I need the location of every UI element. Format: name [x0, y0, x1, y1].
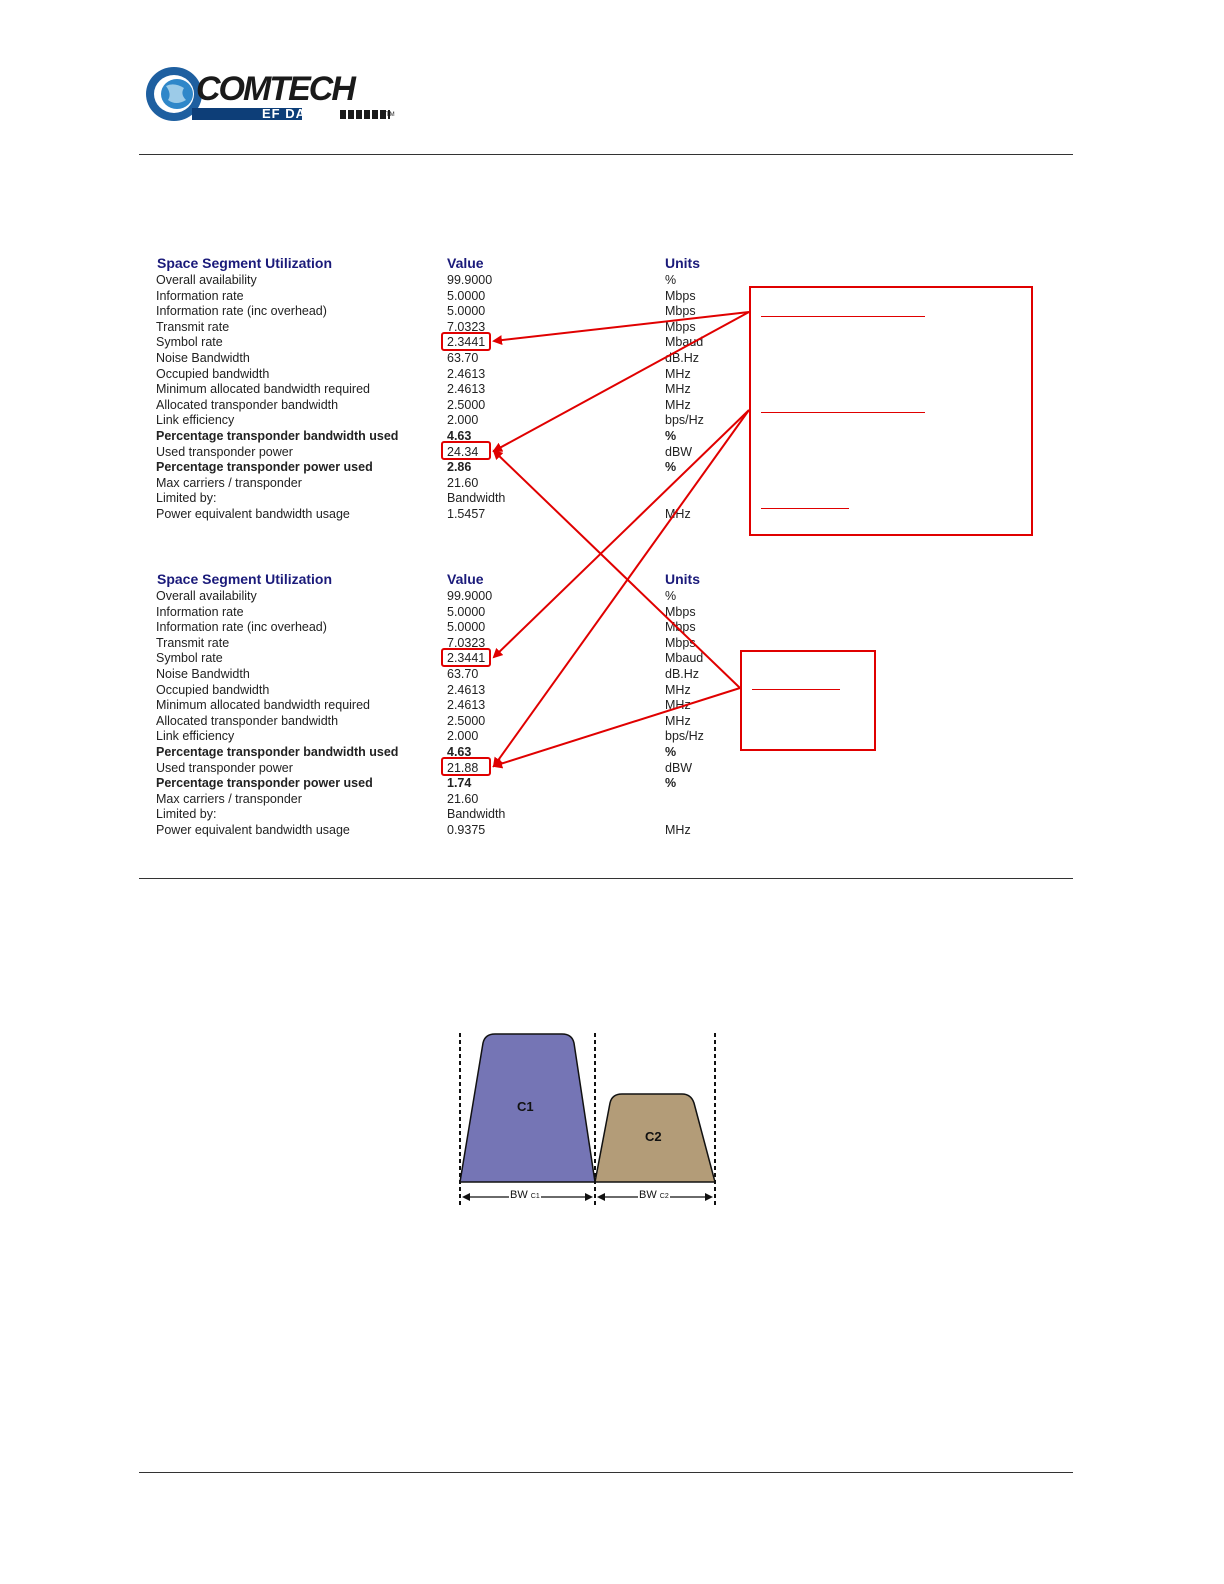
- table-row: [156, 288, 716, 304]
- row-label: Used transponder power: [156, 760, 293, 775]
- header-value: Value: [447, 255, 484, 271]
- table-row: [156, 822, 716, 838]
- callout-box-small: [740, 650, 876, 751]
- row-label: Occupied bandwidth: [156, 366, 270, 381]
- row-value: 1.5457: [447, 507, 486, 521]
- row-unit: MHz: [665, 507, 691, 521]
- row-value: 21.60: [447, 475, 479, 490]
- highlight-used-power-1: [441, 441, 491, 460]
- row-label: Percentage transponder power used: [156, 776, 373, 791]
- table-row: [156, 366, 716, 382]
- table-row: [156, 475, 716, 491]
- row-value: 2.4613: [447, 698, 486, 713]
- highlight-used-power-2: [441, 757, 491, 776]
- row-value: Bandwidth: [447, 807, 506, 822]
- bw-c1-subscript: C1: [530, 1193, 540, 1200]
- row-unit: %: [665, 429, 677, 443]
- row-label: Percentage transponder bandwidth used: [156, 745, 399, 759]
- row-label: Noise Bandwidth: [156, 351, 250, 365]
- row-label: Symbol rate: [156, 335, 223, 350]
- row-unit: Mbaud: [665, 651, 704, 666]
- bw-c1-text: BW: [510, 1189, 528, 1201]
- row-unit: Mbps: [665, 319, 696, 334]
- row-unit: MHz: [665, 382, 691, 397]
- row-value: 2.5000: [447, 713, 486, 728]
- header-value: Value: [447, 571, 484, 587]
- table-row: [156, 444, 716, 460]
- logo-trademark: TM: [386, 112, 395, 118]
- row-label: Used transponder power: [156, 444, 293, 459]
- row-value: 2.5000: [447, 397, 486, 412]
- row-value: 7.0323: [447, 635, 486, 650]
- bw-c2-subscript: C2: [659, 1193, 669, 1200]
- carrier-c1-label: C1: [517, 1099, 534, 1114]
- row-value: 0.9375: [447, 823, 486, 837]
- bw-c1-label: [509, 1189, 541, 1201]
- row-label: Max carriers / transponder: [156, 791, 302, 806]
- row-unit: dBW: [665, 760, 693, 775]
- space-segment-table-1: [156, 255, 716, 525]
- row-label: Minimum allocated bandwidth required: [156, 382, 371, 397]
- table-row: [156, 350, 716, 366]
- logo-stripes: [340, 110, 390, 119]
- row-unit: Mbps: [665, 604, 696, 619]
- table-row: [156, 272, 716, 288]
- row-label: Occupied bandwidth: [156, 682, 270, 697]
- row-unit: Mbps: [665, 620, 696, 635]
- row-unit: bps/Hz: [665, 413, 704, 428]
- row-label: Minimum allocated bandwidth required: [156, 698, 371, 713]
- row-value: 2.3441: [447, 335, 486, 350]
- space-segment-table-2: [156, 571, 716, 841]
- table-row: [156, 334, 716, 350]
- row-unit: bps/Hz: [665, 729, 704, 744]
- table-row: [156, 506, 716, 522]
- row-unit: %: [665, 745, 677, 759]
- callout-underline: [761, 412, 925, 413]
- row-unit: Mbaud: [665, 335, 704, 350]
- bw-c2-label: [638, 1189, 670, 1201]
- row-unit: MHz: [665, 713, 691, 728]
- callout-underline: [761, 508, 849, 509]
- row-unit: Mbps: [665, 635, 696, 650]
- row-unit: MHz: [665, 366, 691, 381]
- row-value: 1.74: [447, 776, 472, 791]
- row-label: Transmit rate: [156, 319, 230, 334]
- header-label: Space Segment Utilization: [157, 255, 333, 271]
- row-label: Symbol rate: [156, 651, 223, 666]
- highlight-symbol-rate-1: [441, 332, 491, 351]
- row-value: 5.0000: [447, 288, 486, 303]
- row-label: Information rate: [156, 604, 244, 619]
- logo-sub-text: EF DATA: [262, 106, 324, 121]
- row-value: 5.0000: [447, 304, 486, 319]
- row-label: Allocated transponder bandwidth: [156, 713, 339, 728]
- row-value: 99.9000: [447, 589, 493, 603]
- row-label: Percentage transponder power used: [156, 460, 373, 475]
- comtech-logo: [144, 64, 396, 124]
- row-value: 5.0000: [447, 620, 486, 635]
- row-label: Link efficiency: [156, 413, 235, 428]
- carrier-diagram: [450, 1025, 730, 1210]
- row-value: 5.0000: [447, 604, 486, 619]
- table-row: [156, 459, 716, 475]
- row-unit: MHz: [665, 698, 691, 713]
- header-units: Units: [665, 255, 700, 271]
- table-header: [156, 571, 716, 589]
- table-header: [156, 255, 716, 273]
- row-unit: %: [665, 460, 677, 475]
- table-row: [156, 650, 716, 666]
- row-value: 63.70: [447, 351, 479, 365]
- row-value: 2.000: [447, 729, 479, 744]
- table-row: [156, 303, 716, 319]
- row-value: 99.9000: [447, 273, 493, 287]
- row-value: 7.0323: [447, 319, 486, 334]
- header-label: Space Segment Utilization: [157, 571, 333, 587]
- row-unit: %: [665, 273, 677, 287]
- carrier-shapes: [450, 1025, 730, 1210]
- row-unit: dB.Hz: [665, 351, 700, 365]
- row-unit: MHz: [665, 682, 691, 697]
- table-row: [156, 619, 716, 635]
- row-value: 63.70: [447, 667, 479, 681]
- row-label: Link efficiency: [156, 729, 235, 744]
- row-value: 21.88: [447, 760, 479, 775]
- row-value: 2.3441: [447, 651, 486, 666]
- row-label: Percentage transponder bandwidth used: [156, 429, 399, 443]
- table-row: [156, 713, 716, 729]
- bw-c2-text: BW: [639, 1189, 657, 1201]
- table-row: [156, 490, 716, 506]
- table-row: [156, 381, 716, 397]
- row-label: Allocated transponder bandwidth: [156, 397, 339, 412]
- row-unit: dB.Hz: [665, 667, 700, 681]
- table-row: [156, 397, 716, 413]
- footer-rule: [139, 1472, 1073, 1473]
- row-label: Power equivalent bandwidth usage: [156, 507, 350, 521]
- row-unit: MHz: [665, 397, 691, 412]
- row-label: Power equivalent bandwidth usage: [156, 823, 350, 837]
- row-value: Bandwidth: [447, 491, 506, 506]
- row-value: 4.63: [447, 429, 472, 443]
- row-unit: dBW: [665, 444, 693, 459]
- row-label: Limited by:: [156, 807, 217, 822]
- table-row: [156, 791, 716, 807]
- header-units: Units: [665, 571, 700, 587]
- carrier-c2-label: C2: [645, 1129, 662, 1144]
- table-row: [156, 428, 716, 444]
- table-row: [156, 697, 716, 713]
- table-row: [156, 604, 716, 620]
- row-unit: Mbps: [665, 304, 696, 319]
- row-unit: %: [665, 776, 677, 791]
- table-row: [156, 775, 716, 791]
- row-value: 24.34: [447, 444, 479, 459]
- row-value: 21.60: [447, 791, 479, 806]
- table-row: [156, 744, 716, 760]
- row-label: Overall availability: [156, 273, 257, 287]
- row-value: 2.000: [447, 413, 479, 428]
- row-label: Limited by:: [156, 491, 217, 506]
- row-label: Information rate (inc overhead): [156, 304, 327, 319]
- row-label: Transmit rate: [156, 635, 230, 650]
- row-value: 2.4613: [447, 682, 486, 697]
- table-row: [156, 682, 716, 698]
- table-row: [156, 666, 716, 682]
- row-value: 2.86: [447, 460, 472, 475]
- row-unit: Mbps: [665, 288, 696, 303]
- table-row: [156, 635, 716, 651]
- row-label: Overall availability: [156, 589, 257, 603]
- row-label: Max carriers / transponder: [156, 475, 302, 490]
- row-value: 4.63: [447, 745, 472, 759]
- table-row: [156, 728, 716, 744]
- table-row: [156, 319, 716, 335]
- row-value: 2.4613: [447, 366, 486, 381]
- row-label: Information rate (inc overhead): [156, 620, 327, 635]
- header-rule: [139, 154, 1073, 155]
- highlight-symbol-rate-2: [441, 648, 491, 667]
- row-label: Noise Bandwidth: [156, 667, 250, 681]
- middle-rule: [139, 878, 1073, 879]
- row-label: Information rate: [156, 288, 244, 303]
- table-row: [156, 760, 716, 776]
- callout-box-large: [749, 286, 1033, 536]
- table-row: [156, 588, 716, 604]
- callout-underline: [752, 689, 840, 690]
- callout-underline: [761, 316, 925, 317]
- row-unit: MHz: [665, 823, 691, 837]
- table-row: [156, 412, 716, 428]
- table-row: [156, 806, 716, 822]
- logo-brand-text: COMTECH: [196, 70, 354, 108]
- row-unit: %: [665, 589, 677, 603]
- row-value: 2.4613: [447, 382, 486, 397]
